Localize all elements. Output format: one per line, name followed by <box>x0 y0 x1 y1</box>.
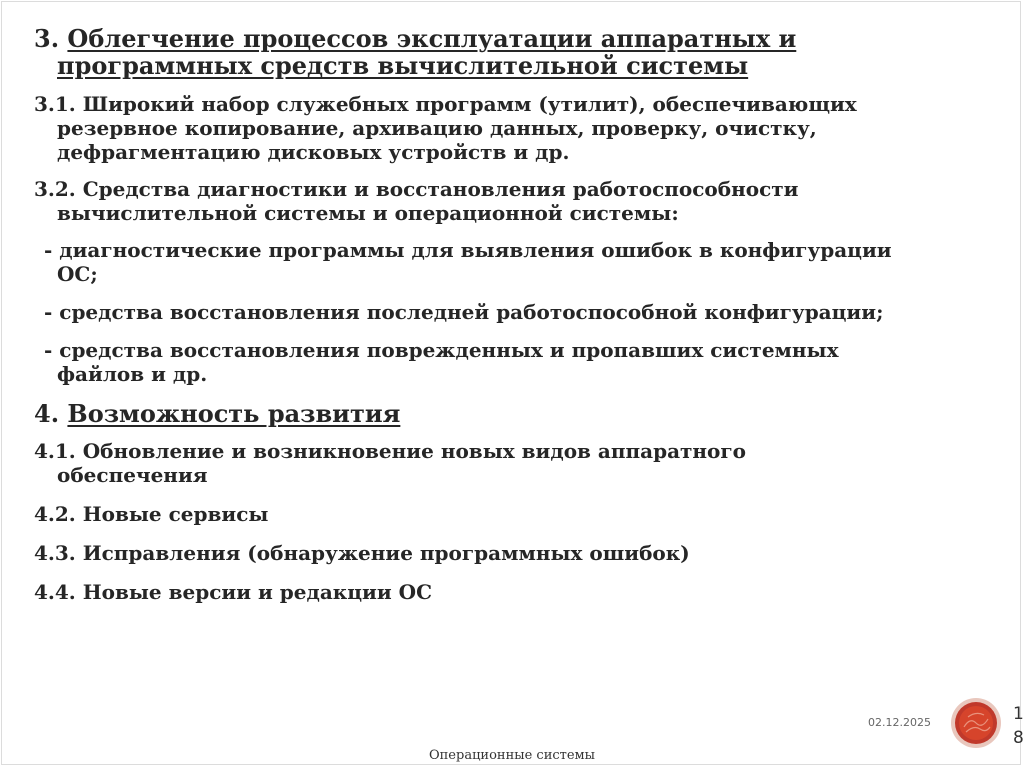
page-number-line1: 1 <box>1013 704 1024 724</box>
slide-content <box>34 20 1009 604</box>
item-4-1-line1: 4.1. Обновление и возникновение новых видов аппаратного <box>34 439 746 463</box>
item-3-1 <box>34 92 1009 164</box>
page-number <box>1013 702 1024 750</box>
dash-item-last-config <box>34 300 1009 324</box>
slide-date: 02.12.2025 <box>868 716 931 729</box>
item-3-2 <box>34 177 1009 225</box>
section-3-heading <box>34 25 1009 79</box>
dash-item-system-files-line1: - средства восстановления поврежденных и пропавших системных <box>44 338 839 362</box>
item-4-4-line1: 4.4. Новые версии и редакции ОС <box>34 580 432 604</box>
dash-item-diagnostics-line1: - диагностические программы для выявления ошибок в конфигурации <box>44 238 892 262</box>
section-3-title-line1: Облегчение процессов эксплуатации аппаратных и <box>67 24 797 53</box>
item-4-2-line1: 4.2. Новые сервисы <box>34 502 269 526</box>
dash-item-system-files-line2: файлов и др. <box>57 362 208 386</box>
section-4-number: 4. <box>34 399 68 428</box>
dash-item-diagnostics <box>34 238 1009 286</box>
page-number-line2: 8 <box>1013 728 1024 748</box>
item-4-2 <box>34 502 1009 526</box>
item-4-1 <box>34 439 1009 487</box>
item-4-4 <box>34 580 1009 604</box>
item-3-2-line2: вычислительной системы и операционной системы: <box>57 201 679 225</box>
dash-item-system-files <box>34 338 1009 386</box>
item-4-3-line1: 4.3. Исправления (обнаружение программных ошибок) <box>34 541 690 565</box>
section-3-number: 3. <box>34 24 68 53</box>
item-4-3 <box>34 541 1009 565</box>
item-4-1-line2: обеспечения <box>57 463 208 487</box>
item-3-1-line2: резервное копирование, архивацию данных, проверку, очистку, <box>57 116 817 140</box>
item-3-1-line3: дефрагментацию дисковых устройств и др. <box>57 140 570 164</box>
dash-item-diagnostics-line2: ОС; <box>57 262 98 286</box>
section-3-title-line2: программных средств вычислительной системы <box>57 51 749 80</box>
presentation-logo-icon <box>950 697 1002 749</box>
item-3-1-line1: 3.1. Широкий набор служебных программ (утилит), обеспечивающих <box>34 92 857 116</box>
section-4-title: Возможность развития <box>67 399 401 428</box>
item-3-2-line1: 3.2. Средства диагностики и восстановления работоспособности <box>34 177 799 201</box>
section-4-heading <box>34 400 1009 427</box>
dash-item-last-config-line1: - средства восстановления последней работоспособной конфигурации; <box>44 300 884 324</box>
footer-title: Операционные системы <box>428 748 595 763</box>
